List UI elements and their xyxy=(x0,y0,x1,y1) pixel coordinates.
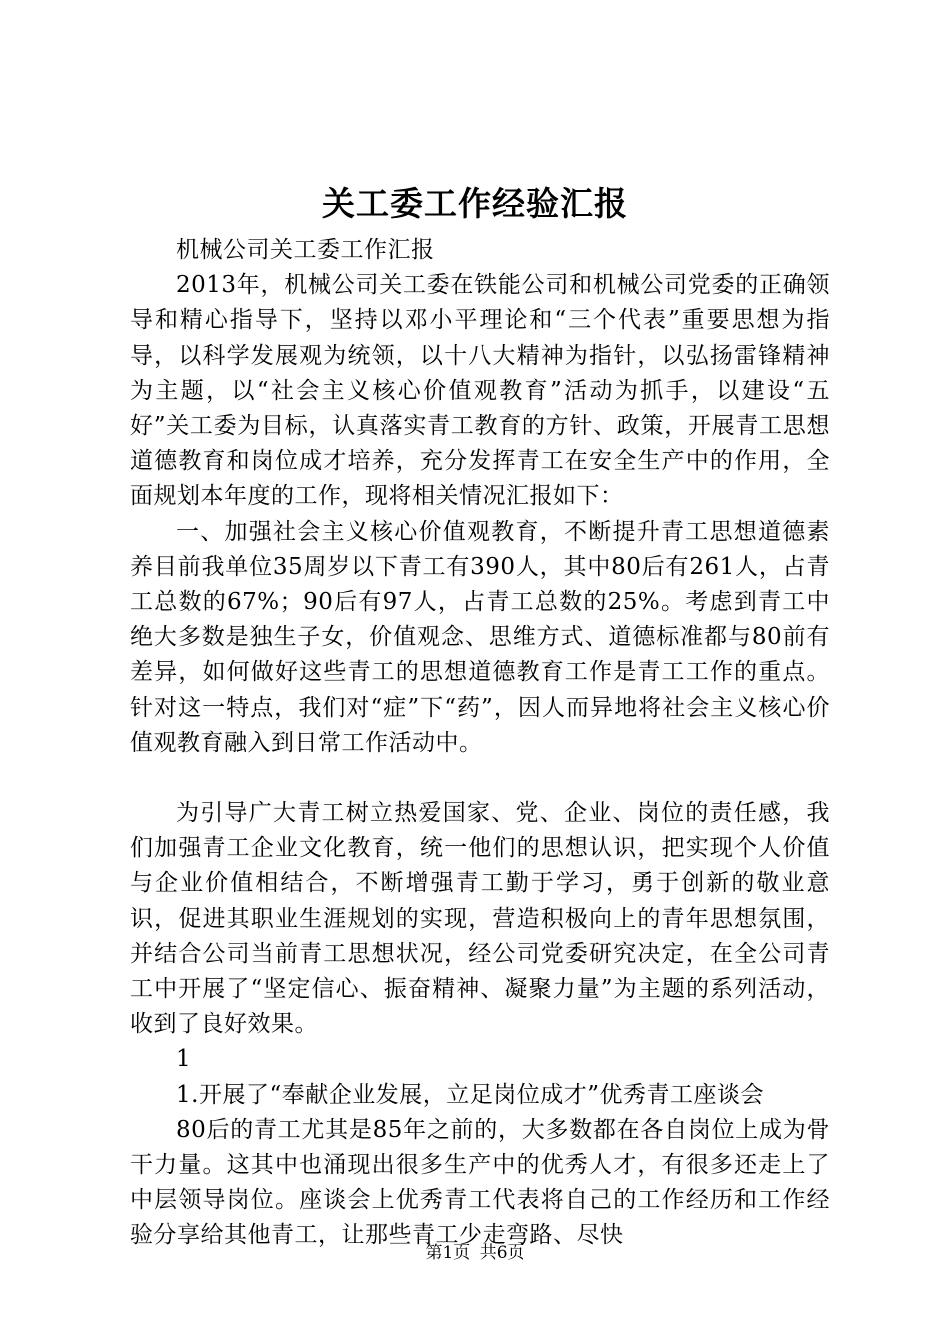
document-title: 关工委工作经验汇报 xyxy=(322,184,628,223)
paragraph-guidance: 为引导广大青工树立热爱国家、党、企业、岗位的责任感，我们加强青工企业文化教育，统一他们的思想认识，把实现个人价值与企业价值相结合，不断增强青工勤于学习，勇于创新的敬业意识，促进其职业生涯规划的实现，营造积极向上的青年思想氛围，并结合公司当前青工思想状况，经公司党委研究决定，在全公司青工中开展了“坚定信心、振奋精神、凝聚力量”为主题的系列活动，收到了良好效果。 xyxy=(130,800,830,1038)
paragraph-number-marker: 1 xyxy=(176,1046,192,1073)
paragraph-item-one-heading: 1.开展了“奉献企业发展，立足岗位成才”优秀青工座谈会 xyxy=(176,1081,764,1108)
page-number: 第1页 xyxy=(425,1243,471,1263)
page-footer xyxy=(0,1241,950,1265)
page-total: 共6页 xyxy=(479,1243,525,1263)
paragraph-intro: 2013年，机械公司关工委在铁能公司和机械公司党委的正确领导和精心指导下，坚持以邓小平理论和“三个代表”重要思想为指导，以科学发展观为统领，以十八大精神为指针，以弘扬雷锋精神为主题，以“社会主义核心价值观教育”活动为抓手，以建设“五好”关工委为目标，认真落实青工教育的方针、政策，开展青工思想道德教育和岗位成才培养，充分发挥青工在安全生产中的作用，全面规划本年度的工作，现将相关情况汇报如下： xyxy=(130,272,830,510)
paragraph-section-one: 一、加强社会主义核心价值观教育，不断提升青工思想道德素养目前我单位35周岁以下青工有390人，其中80后有261人，占青工总数的67%；90后有97人，占青工总数的25%。考虑到青工中绝大多数是独生子女，价值观念、思维方式、道德标准都与80前有差异，如何做好这些青工的思想道德教育工作是青工工作的重点。针对这一特点，我们对“症”下“药”，因人而异地将社会主义核心价值观教育融入到日常工作活动中。 xyxy=(130,518,830,756)
paragraph-subtitle: 机械公司关工委工作汇报 xyxy=(176,237,435,263)
document-body xyxy=(130,233,830,1254)
paragraph-item-one-body: 80后的青工尤其是85年之前的，大多数都在各自岗位上成为骨干力量。这其中也涌现出很多生产中的优秀人才，有很多还走上了中层领导岗位。座谈会上优秀青工代表将自己的工作经历和工作经验分享给其他青工，让那些青工少走弯路、尽快 xyxy=(130,1116,830,1249)
